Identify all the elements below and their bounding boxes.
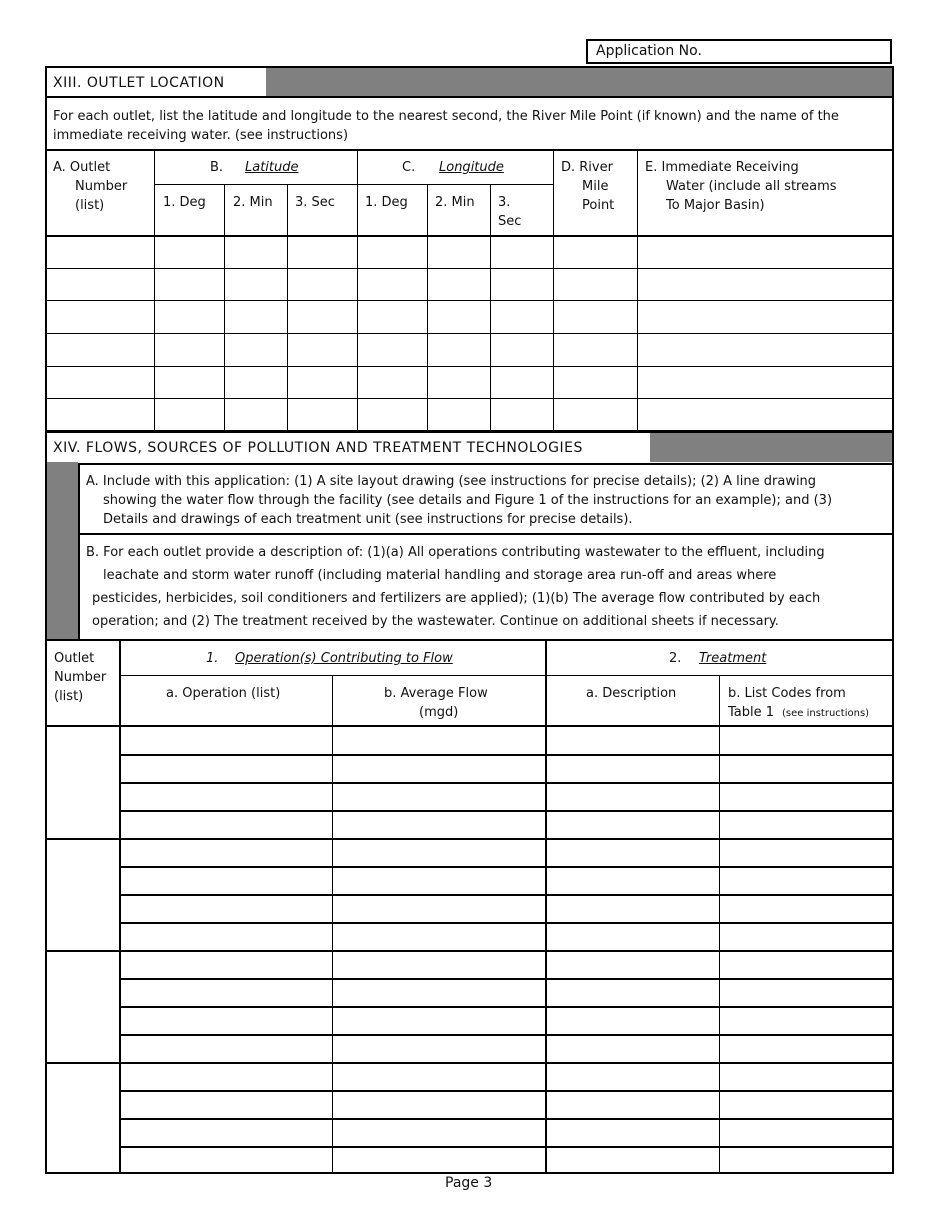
sub-flow-header-1: b. Average Flow xyxy=(384,686,488,701)
col-c-prefix: C. xyxy=(402,160,416,175)
outlet-location-outlet-number-cell[interactable] xyxy=(47,237,154,267)
outlet-location-lat-min-cell[interactable] xyxy=(226,334,287,365)
treatment-description-cell[interactable] xyxy=(547,1063,719,1089)
average-flow-cell[interactable] xyxy=(334,895,545,921)
operation-cell[interactable] xyxy=(121,783,332,809)
outlet-location-river-mile-point-cell[interactable] xyxy=(555,269,637,299)
section-13-header-shade xyxy=(266,68,892,96)
col-e-line3: To Major Basin) xyxy=(666,198,765,213)
col-e-line2: Water (include all streams xyxy=(666,179,837,194)
col-b-prefix: B. xyxy=(210,160,224,175)
outlet-location-outlet-number-cell[interactable] xyxy=(47,269,154,299)
section-13-instructions: For each outlet, list the latitude and longitude to the nearest second, the River Mile Point (if known) and the name of the immediate receiving water. (see instructions) xyxy=(53,109,839,143)
section-14-title: XIV. FLOWS, SOURCES OF POLLUTION AND TREATMENT TECHNOLOGIES xyxy=(53,440,583,456)
treatment-description-cell[interactable] xyxy=(547,1091,719,1117)
operation-cell[interactable] xyxy=(121,923,332,949)
outlet-location-lat-deg-cell[interactable] xyxy=(156,269,224,299)
outlet-number-cell[interactable] xyxy=(47,727,118,837)
average-flow-cell[interactable] xyxy=(334,1035,545,1061)
sub-codes-note: (see instructions) xyxy=(782,708,870,719)
treatment-codes-cell[interactable] xyxy=(721,895,892,921)
treatment-description-cell[interactable] xyxy=(547,979,719,1005)
group1-number: 1. xyxy=(206,651,219,666)
average-flow-cell[interactable] xyxy=(334,783,545,809)
outlet-location-receiving-water-cell[interactable] xyxy=(639,301,891,332)
outlet-location-lon-sec-cell[interactable] xyxy=(492,269,553,299)
col-a-line2: Number xyxy=(75,179,128,194)
lon-min-header: 2. Min xyxy=(435,195,475,210)
col-b-title: Latitude xyxy=(245,160,299,175)
page-number: Page 3 xyxy=(445,1175,493,1191)
average-flow-cell[interactable] xyxy=(334,867,545,893)
treatment-description-cell[interactable] xyxy=(547,1119,719,1145)
operation-cell[interactable] xyxy=(121,811,332,837)
treatment-codes-cell[interactable] xyxy=(721,727,892,753)
item-a-line3: Details and drawings of each treatment unit (see instructions for precise details). xyxy=(103,512,633,527)
outlet-number-cell[interactable] xyxy=(47,839,118,949)
outlet-location-lat-sec-cell[interactable] xyxy=(289,269,357,299)
outlet-location-lat-sec-cell[interactable] xyxy=(289,367,357,397)
outlet-location-lat-deg-cell[interactable] xyxy=(156,367,224,397)
outlet-location-river-mile-point-cell[interactable] xyxy=(555,301,637,332)
outlet-location-lon-min-cell[interactable] xyxy=(429,269,490,299)
treatment-description-cell[interactable] xyxy=(547,1035,719,1061)
col-a-line3: (list) xyxy=(75,198,105,213)
outlet-location-lon-sec-cell[interactable] xyxy=(492,301,553,332)
operation-cell[interactable] xyxy=(121,727,332,753)
outlet-location-receiving-water-cell[interactable] xyxy=(639,334,891,365)
outlet-location-lon-deg-cell[interactable] xyxy=(359,237,427,267)
treatment-codes-cell[interactable] xyxy=(721,867,892,893)
treatment-description-cell[interactable] xyxy=(547,727,719,753)
operation-cell[interactable] xyxy=(121,1063,332,1089)
operation-cell[interactable] xyxy=(121,1119,332,1145)
average-flow-cell[interactable] xyxy=(334,979,545,1005)
average-flow-cell[interactable] xyxy=(334,727,545,753)
treatment-description-cell[interactable] xyxy=(547,839,719,865)
operation-cell[interactable] xyxy=(121,867,332,893)
outlet-location-receiving-water-cell[interactable] xyxy=(639,269,891,299)
treatment-codes-cell[interactable] xyxy=(721,979,892,1005)
outlet-location-outlet-number-cell[interactable] xyxy=(47,334,154,365)
operation-cell[interactable] xyxy=(121,895,332,921)
treatment-codes-cell[interactable] xyxy=(721,839,892,865)
outlet-location-lon-deg-cell[interactable] xyxy=(359,367,427,397)
sub-operation-header: a. Operation (list) xyxy=(166,686,281,701)
average-flow-cell[interactable] xyxy=(334,755,545,781)
operation-cell[interactable] xyxy=(121,951,332,977)
treatment-codes-cell[interactable] xyxy=(721,1091,892,1117)
outlet-location-lat-sec-cell[interactable] xyxy=(289,237,357,267)
outlet-header-line3: (list) xyxy=(54,689,84,704)
outlet-location-lon-deg-cell[interactable] xyxy=(359,269,427,299)
lon-sec-header-1: 3. xyxy=(498,195,511,210)
col-a-line1: A. Outlet xyxy=(53,160,111,175)
outlet-location-lon-sec-cell[interactable] xyxy=(492,399,553,428)
sub-description-header: a. Description xyxy=(586,686,677,701)
treatment-description-cell[interactable] xyxy=(547,1147,719,1173)
outlet-location-receiving-water-cell[interactable] xyxy=(639,367,891,397)
outlet-location-lon-sec-cell[interactable] xyxy=(492,367,553,397)
lon-sec-header-2: Sec xyxy=(498,214,522,229)
treatment-codes-cell[interactable] xyxy=(721,951,892,977)
col-e-line1: E. Immediate Receiving xyxy=(645,160,799,175)
col-d-line2: Mile xyxy=(582,179,609,194)
average-flow-cell[interactable] xyxy=(334,839,545,865)
lat-min-header: 2. Min xyxy=(233,195,273,210)
section-13-title: XIII. OUTLET LOCATION xyxy=(53,75,225,91)
outlet-location-lat-min-cell[interactable] xyxy=(226,269,287,299)
lat-deg-header: 1. Deg xyxy=(163,195,206,210)
outlet-header-line1: Outlet xyxy=(54,651,95,666)
item-a-line1: A. Include with this application: (1) A site layout drawing (see instructions for precise details); (2) A line drawing xyxy=(86,474,817,489)
group2-number: 2. xyxy=(669,651,682,666)
lon-deg-header: 1. Deg xyxy=(365,195,408,210)
operation-cell[interactable] xyxy=(121,755,332,781)
outlet-location-receiving-water-cell[interactable] xyxy=(639,237,891,267)
outlet-location-lat-sec-cell[interactable] xyxy=(289,301,357,332)
outlet-location-lon-deg-cell[interactable] xyxy=(359,301,427,332)
outlet-location-lon-sec-cell[interactable] xyxy=(492,334,553,365)
outlet-location-lon-min-cell[interactable] xyxy=(429,237,490,267)
item-b-line2: leachate and storm water runoff (including material handling and storage area run-off and areas where xyxy=(103,568,777,583)
outlet-location-lon-min-cell[interactable] xyxy=(429,334,490,365)
treatment-codes-cell[interactable] xyxy=(721,783,892,809)
treatment-codes-cell[interactable] xyxy=(721,1007,892,1033)
outlet-location-outlet-number-cell[interactable] xyxy=(47,301,154,332)
treatment-codes-cell[interactable] xyxy=(721,1063,892,1089)
outlet-location-lat-min-cell[interactable] xyxy=(226,399,287,428)
item-b-line4: operation; and (2) The treatment received by the wastewater. Continue on additional sheets if necessary. xyxy=(92,614,779,629)
sub-codes-header-2: Table 1 xyxy=(728,705,775,720)
treatment-description-cell[interactable] xyxy=(547,895,719,921)
outlet-location-river-mile-point-cell[interactable] xyxy=(555,334,637,365)
outlet-location-lon-sec-cell[interactable] xyxy=(492,237,553,267)
outlet-number-cell[interactable] xyxy=(47,1063,118,1173)
outlet-number-cell[interactable] xyxy=(47,951,118,1061)
treatment-description-cell[interactable] xyxy=(547,867,719,893)
treatment-description-cell[interactable] xyxy=(547,755,719,781)
outlet-location-outlet-number-cell[interactable] xyxy=(47,399,154,428)
operation-cell[interactable] xyxy=(121,1147,332,1173)
average-flow-cell[interactable] xyxy=(334,951,545,977)
outlet-location-lat-deg-cell[interactable] xyxy=(156,301,224,332)
operation-cell[interactable] xyxy=(121,979,332,1005)
outlet-location-lon-min-cell[interactable] xyxy=(429,399,490,428)
group1-title: Operation(s) Contributing to Flow xyxy=(235,651,453,666)
operation-cell[interactable] xyxy=(121,839,332,865)
average-flow-cell[interactable] xyxy=(334,923,545,949)
outlet-location-lat-deg-cell[interactable] xyxy=(156,399,224,428)
outlet-location-lon-min-cell[interactable] xyxy=(429,367,490,397)
outlet-location-lat-sec-cell[interactable] xyxy=(289,399,357,428)
outlet-location-lat-deg-cell[interactable] xyxy=(156,237,224,267)
outlet-location-lat-min-cell[interactable] xyxy=(226,301,287,332)
item-b-line1: B. For each outlet provide a description of: (1)(a) All operations contributing wastewater to the effluent, including xyxy=(86,545,825,560)
treatment-codes-cell[interactable] xyxy=(721,1035,892,1061)
outlet-location-lat-min-cell[interactable] xyxy=(226,367,287,397)
average-flow-cell[interactable] xyxy=(334,1147,545,1173)
col-c-title: Longitude xyxy=(439,160,504,175)
outlet-header-line2: Number xyxy=(54,670,107,685)
outlet-location-lon-deg-cell[interactable] xyxy=(359,399,427,428)
treatment-description-cell[interactable] xyxy=(547,1007,719,1033)
col-d-line3: Point xyxy=(582,198,615,213)
outlet-location-receiving-water-cell[interactable] xyxy=(639,399,891,428)
outlet-location-outlet-number-cell[interactable] xyxy=(47,367,154,397)
outlet-location-lon-deg-cell[interactable] xyxy=(359,334,427,365)
operation-cell[interactable] xyxy=(121,1091,332,1117)
average-flow-cell[interactable] xyxy=(334,1091,545,1117)
operation-cell[interactable] xyxy=(121,1035,332,1061)
group2-title: Treatment xyxy=(699,651,767,666)
average-flow-cell[interactable] xyxy=(334,811,545,837)
outlet-location-river-mile-point-cell[interactable] xyxy=(555,399,637,428)
treatment-description-cell[interactable] xyxy=(547,811,719,837)
col-d-line1: D. River xyxy=(561,160,613,175)
treatment-codes-cell[interactable] xyxy=(721,755,892,781)
item-b-line3: pesticides, herbicides, soil conditioners and fertilizers are applied); (1)(b) The average flow contributed by each xyxy=(92,591,821,606)
sub-codes-header-1: b. List Codes from xyxy=(728,686,846,701)
treatment-description-cell[interactable] xyxy=(547,923,719,949)
outlet-location-lat-min-cell[interactable] xyxy=(226,237,287,267)
lat-sec-header: 3. Sec xyxy=(295,195,335,210)
application-number-label: Application No. xyxy=(596,43,702,59)
outlet-location-river-mile-point-cell[interactable] xyxy=(555,367,637,397)
average-flow-cell[interactable] xyxy=(334,1063,545,1089)
outlet-location-river-mile-point-cell[interactable] xyxy=(555,237,637,267)
operation-cell[interactable] xyxy=(121,1007,332,1033)
outlet-location-lat-deg-cell[interactable] xyxy=(156,334,224,365)
treatment-codes-cell[interactable] xyxy=(721,923,892,949)
treatment-codes-cell[interactable] xyxy=(721,1147,892,1173)
sub-flow-header-2: (mgd) xyxy=(419,705,459,720)
treatment-codes-cell[interactable] xyxy=(721,1119,892,1145)
treatment-description-cell[interactable] xyxy=(547,783,719,809)
outlet-location-lon-min-cell[interactable] xyxy=(429,301,490,332)
average-flow-cell[interactable] xyxy=(334,1119,545,1145)
item-a-line2: showing the water flow through the facility (see details and Figure 1 of the instructions for an example); and (3) xyxy=(103,493,833,508)
outlet-location-lat-sec-cell[interactable] xyxy=(289,334,357,365)
average-flow-cell[interactable] xyxy=(334,1007,545,1033)
treatment-description-cell[interactable] xyxy=(547,951,719,977)
treatment-codes-cell[interactable] xyxy=(721,811,892,837)
